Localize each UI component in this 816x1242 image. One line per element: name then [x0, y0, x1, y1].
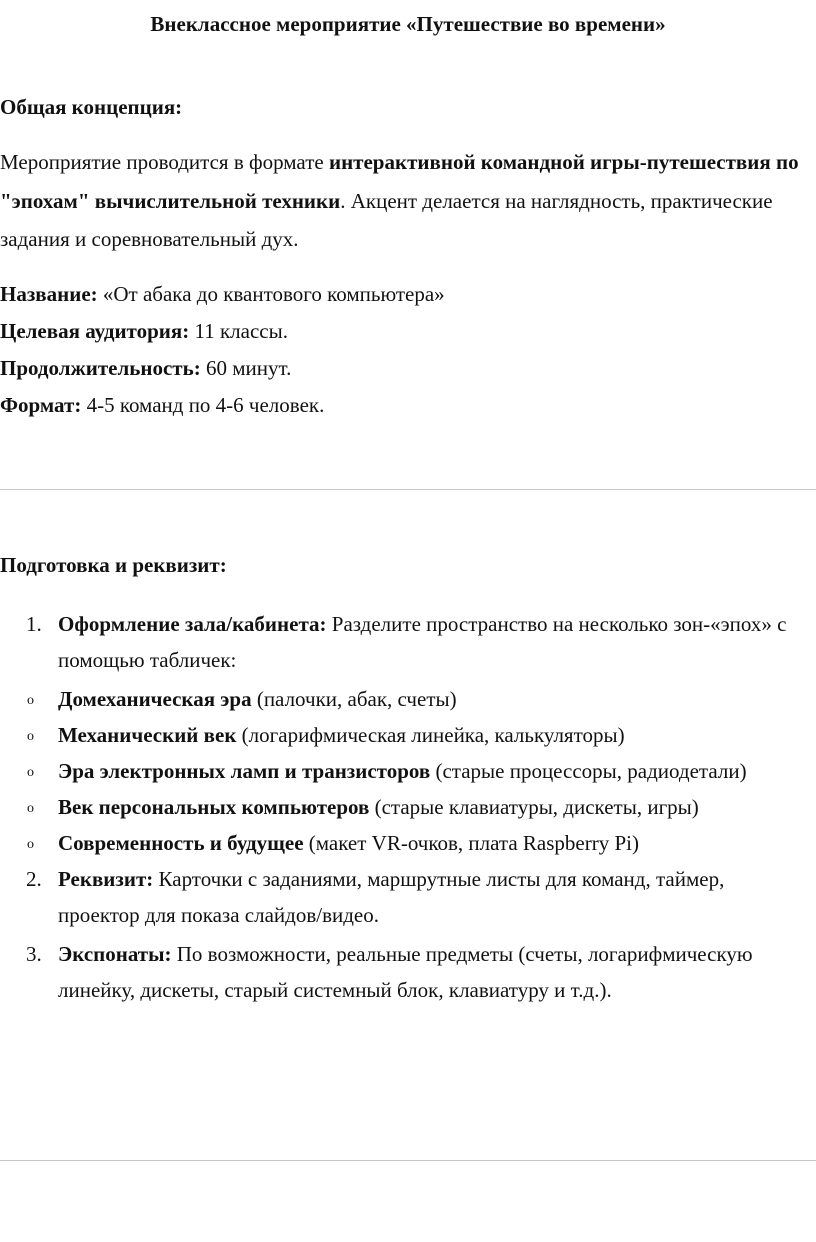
preparation-heading: Подготовка и реквизит:	[0, 553, 227, 577]
event-meta	[0, 280, 810, 428]
concept-heading: Общая концепция:	[0, 95, 183, 119]
list-item	[0, 681, 810, 717]
bullet-circle-icon: o	[27, 693, 34, 708]
list-item	[0, 717, 810, 753]
bullet-circle-icon: o	[27, 801, 34, 816]
meta-label: Продолжительность:	[0, 356, 201, 380]
bullet-circle-icon: o	[27, 765, 34, 780]
meta-row-name	[0, 280, 810, 317]
bullet-circle-icon: o	[27, 729, 34, 744]
concept-paragraph	[0, 143, 810, 259]
document-title: Внеклассное мероприятие «Путешествие во времени»	[150, 12, 666, 36]
concept-text-before: Мероприятие проводится в формате	[0, 150, 329, 174]
item-text: (старые процессоры, радиодетали)	[430, 759, 747, 783]
item-text: Разделите пространство на несколько зон-«эпох» с помощью табличек:	[58, 612, 787, 672]
item-label: Век персональных компьютеров	[58, 795, 370, 819]
bullet-circle-icon: o	[27, 837, 34, 852]
meta-label: Формат:	[0, 393, 82, 417]
item-label: Эра электронных ламп и транзисторов	[58, 759, 431, 783]
meta-row-audience	[0, 317, 810, 354]
list-marker: 2.	[26, 867, 42, 891]
item-label: Механический век	[58, 723, 237, 747]
list-item	[0, 936, 810, 1008]
item-text: (макет VR-очков, плата Raspberry Pi)	[303, 831, 639, 855]
list-item	[0, 789, 810, 825]
item-label: Оформление зала/кабинета:	[58, 612, 327, 636]
meta-value: 4-5 команд по 4-6 человек.	[81, 393, 325, 417]
meta-value: 11 классы.	[189, 319, 288, 343]
concept-text-after: . Акцент делается на наглядность, практические задания и соревновательный дух.	[0, 188, 773, 251]
concept-text-bold: интерактивной командной игры-путешествия по "эпохам" вычислительной техники	[0, 150, 799, 213]
item-label: Домеханическая эра	[58, 687, 252, 711]
list-marker: 3.	[26, 942, 42, 966]
item-text: Карточки с заданиями, маршрутные листы для команд, таймер, проектор для показа слайдов/видео.	[58, 867, 725, 927]
list-item	[0, 753, 810, 789]
meta-value: «От абака до квантового компьютера»	[97, 282, 445, 306]
meta-value: 60 минут.	[200, 356, 292, 380]
item-label: Экспонаты:	[58, 942, 172, 966]
list-item	[0, 606, 810, 678]
list-item	[0, 861, 810, 933]
item-label: Реквизит:	[58, 867, 154, 891]
meta-label: Целевая аудитория:	[0, 319, 190, 343]
meta-row-duration	[0, 354, 810, 391]
item-text: По возможности, реальные предметы (счеты, логарифмическую линейку, дискеты, старый системный блок, клавиатуру и т.д.).	[58, 942, 753, 1002]
item-text: (палочки, абак, счеты)	[251, 687, 457, 711]
section-divider	[0, 1160, 816, 1161]
preparation-list	[0, 606, 816, 1008]
meta-label: Название:	[0, 282, 98, 306]
section-divider	[0, 489, 816, 490]
item-label: Современность и будущее	[58, 831, 304, 855]
list-marker: 1.	[26, 612, 42, 636]
item-text: (логарифмическая линейка, калькуляторы)	[236, 723, 625, 747]
list-item	[0, 825, 810, 861]
item-text: (старые клавиатуры, дискеты, игры)	[369, 795, 699, 819]
meta-row-format	[0, 391, 810, 428]
